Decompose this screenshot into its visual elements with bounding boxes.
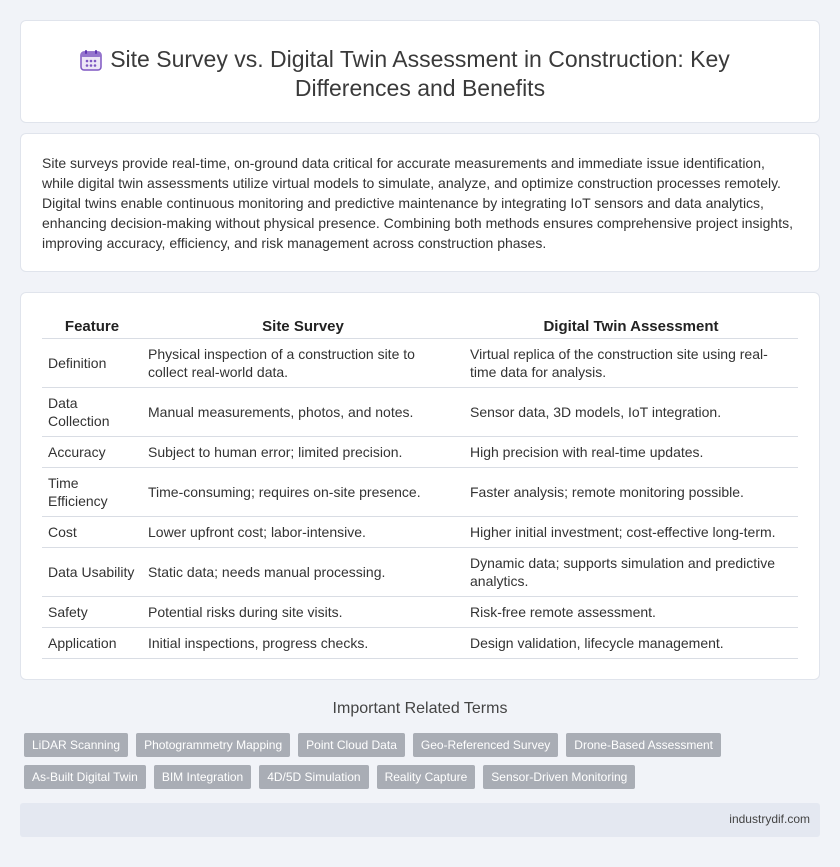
site-survey-cell: Initial inspections, progress checks. bbox=[142, 627, 464, 658]
feature-cell: Data Collection bbox=[42, 387, 142, 436]
feature-cell: Data Usability bbox=[42, 547, 142, 596]
feature-cell: Safety bbox=[42, 596, 142, 627]
tag-bim-integration[interactable]: BIM Integration bbox=[154, 765, 251, 789]
related-terms-title: Important Related Terms bbox=[332, 700, 508, 717]
header-feature: Feature bbox=[42, 311, 142, 338]
digital-twin-cell: Design validation, lifecycle management. bbox=[464, 627, 798, 658]
table-row bbox=[42, 596, 798, 627]
digital-twin-cell: Virtual replica of the construction site using real-time data for analysis. bbox=[464, 338, 798, 387]
digital-twin-cell: High precision with real-time updates. bbox=[464, 436, 798, 467]
tag-row bbox=[24, 733, 824, 757]
tag-as-built-digital-twin[interactable]: As-Built Digital Twin bbox=[24, 765, 146, 789]
tag-photogrammetry-mapping[interactable]: Photogrammetry Mapping bbox=[136, 733, 290, 757]
intro-text: Site surveys provide real-time, on-ground data critical for accurate measurements and immediate issue identification, while digital twin assessments utilize virtual models to simulate, analyze, and optimize construction processes remotely. Digital twins enable continuous monitoring and predictive maintenance by integrating IoT sensors and data analytics, enhancing decision-making without physical presence. Combining both methods ensures comprehensive project insights, improving accuracy, efficiency, and risk management across construction phases. bbox=[42, 155, 793, 251]
tag-point-cloud-data[interactable]: Point Cloud Data bbox=[298, 733, 405, 757]
digital-twin-cell: Faster analysis; remote monitoring possible. bbox=[464, 467, 798, 516]
site-survey-cell: Physical inspection of a construction site to collect real-world data. bbox=[142, 338, 464, 387]
site-survey-cell: Subject to human error; limited precision. bbox=[142, 436, 464, 467]
calendar-icon bbox=[79, 48, 103, 72]
feature-cell: Application bbox=[42, 627, 142, 658]
title-wrap bbox=[21, 45, 819, 103]
digital-twin-cell: Dynamic data; supports simulation and predictive analytics. bbox=[464, 547, 798, 596]
footer bbox=[20, 803, 820, 837]
page-title: Site Survey vs. Digital Twin Assessment in Construction: Key Differences and Benefits bbox=[110, 46, 730, 101]
table-row bbox=[42, 547, 798, 596]
site-survey-cell: Manual measurements, photos, and notes. bbox=[142, 387, 464, 436]
site-survey-cell: Lower upfront cost; labor-intensive. bbox=[142, 516, 464, 547]
table-row bbox=[42, 627, 798, 658]
tag-row bbox=[24, 765, 824, 789]
tag-4d-5d-simulation[interactable]: 4D/5D Simulation bbox=[259, 765, 368, 789]
site-survey-cell: Potential risks during site visits. bbox=[142, 596, 464, 627]
header-site-survey: Site Survey bbox=[142, 311, 464, 338]
table-row bbox=[42, 338, 798, 387]
table-row bbox=[42, 436, 798, 467]
tag-sensor-driven-monitoring[interactable]: Sensor-Driven Monitoring bbox=[483, 765, 635, 789]
site-survey-cell: Time-consuming; requires on-site presence. bbox=[142, 467, 464, 516]
title-card bbox=[20, 20, 820, 123]
comparison-table bbox=[42, 311, 798, 659]
related-terms bbox=[24, 733, 824, 797]
table-header-row bbox=[42, 311, 798, 338]
intro-card bbox=[20, 133, 820, 272]
table-row bbox=[42, 467, 798, 516]
table-row bbox=[42, 516, 798, 547]
feature-cell: Definition bbox=[42, 338, 142, 387]
tag-geo-referenced-survey[interactable]: Geo-Referenced Survey bbox=[413, 733, 558, 757]
feature-cell: Accuracy bbox=[42, 436, 142, 467]
table-row bbox=[42, 387, 798, 436]
tag-drone-based-assessment[interactable]: Drone-Based Assessment bbox=[566, 733, 721, 757]
site-survey-cell: Static data; needs manual processing. bbox=[142, 547, 464, 596]
feature-cell: Cost bbox=[42, 516, 142, 547]
digital-twin-cell: Higher initial investment; cost-effective long-term. bbox=[464, 516, 798, 547]
tag-reality-capture[interactable]: Reality Capture bbox=[377, 765, 476, 789]
comparison-card bbox=[20, 292, 820, 680]
feature-cell: Time Efficiency bbox=[42, 467, 142, 516]
digital-twin-cell: Sensor data, 3D models, IoT integration. bbox=[464, 387, 798, 436]
tag-lidar-scanning[interactable]: LiDAR Scanning bbox=[24, 733, 128, 757]
footer-site-link[interactable]: industrydif.com bbox=[729, 812, 810, 826]
digital-twin-cell: Risk-free remote assessment. bbox=[464, 596, 798, 627]
header-digital-twin: Digital Twin Assessment bbox=[464, 311, 798, 338]
